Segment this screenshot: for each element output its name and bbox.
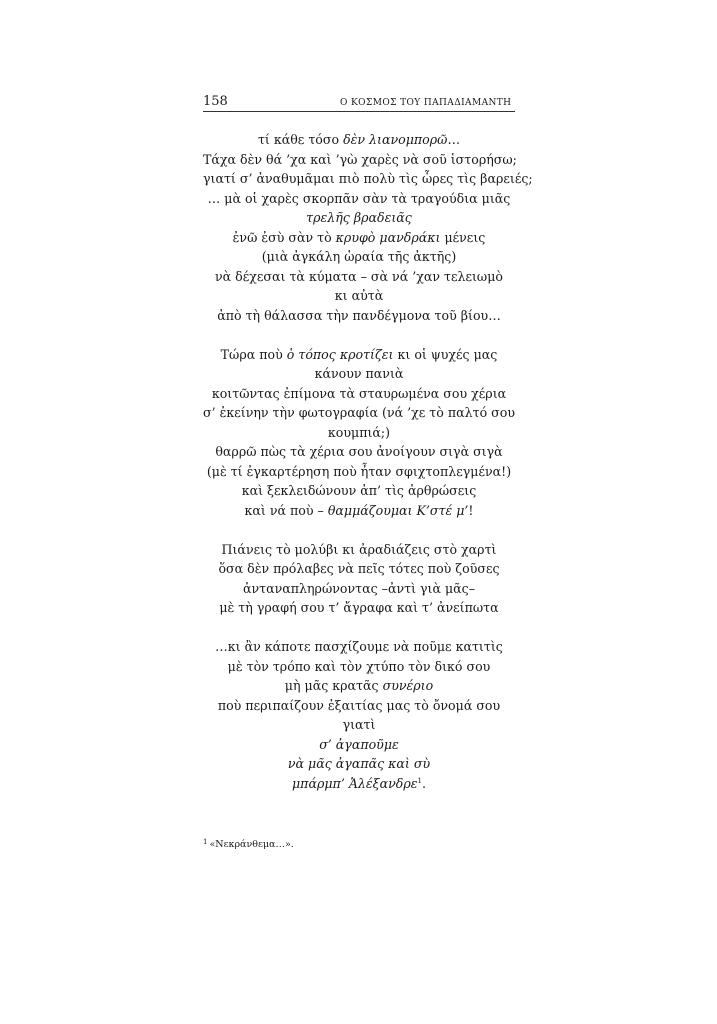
italic-run: μπάρμπ’ Ἀλέξανδρε [292,775,418,791]
stanza-1 [203,130,533,325]
poem-body [203,130,533,793]
text-run: μὴ μᾶς κρατᾶς [284,678,383,693]
footnote-text: «Νεκράνθεμα…». [209,839,294,850]
poem-line: μὲ τὸν τρόπο καὶ τὸν χτύπο τὸν δικό σου [227,658,491,674]
text-run: κι οἱ ψυχές μας [393,346,498,362]
poem-line: …κι ἂν κάποτε πασχίζουμε νὰ ποῦμε κατιτὶς [215,639,503,654]
poem-line: κάνουν πανιὰ [314,366,404,381]
poem-line: (μιὰ ἀγκάλη ὡραία τῆς ἀκτῆς) [261,249,457,264]
poem-line: Τάχα δὲν θά ’χα καὶ ’γὼ χαρὲς νὰ σοῦ ἱστορήσω; [203,151,517,167]
poem-line [203,501,515,521]
text-run: ἐνῶ ἐσὺ σὰν τὸ [232,229,336,245]
text-run: καὶ νά ποὺ – [244,502,328,518]
poem-line: ὅσα δὲν πρόλαβες νὰ πεῖς τότες ποὺ ζοῦσες [218,561,500,576]
poem-line: (μὲ τί ἐγκαρτέρηση ποὺ ἦταν σφιχτοπλεγμένα!) [206,463,512,479]
poem-line: κι αὐτὰ [334,288,384,303]
footnote-reference: 1 [417,776,422,785]
poem-line: ποὺ περιπαίζουν ἐξαιτίας μας τὸ ὄνομά σου [217,697,501,713]
poem-line: κουμπιά;) [327,424,391,440]
italic-run: ὁ τόπος κροτίζει [286,346,394,362]
poem-line: νὰ δέχεσαι τὰ κύματα – σὰ νά ’χαν τελειωμὸ [215,268,503,284]
poem-line: ἀνταναπληρώνοντας –ἀντὶ γιὰ μᾶς– [242,580,476,596]
poem-line: σ’ ἀγαποῦμε [319,736,399,752]
italic-run: κρυφὸ μανδράκι [335,229,441,245]
italic-run: θαμμάζουμαι Κ’στέ μ’ [327,502,469,518]
poem-line: γιατί σ’ ἀναθυμᾶμαι πιὸ πολὺ τὶς ὧρες τὶς βαρειές; [203,171,533,186]
poem-line: νὰ μᾶς ἀγαπᾶς καὶ σὺ [287,756,431,771]
stanza-4 [203,637,515,793]
stanza-3 [203,540,515,618]
poem-line: σ’ ἐκείνην τὴν φωτογραφία (νά ’χε τὸ παλτό σου [203,405,516,420]
text-run: μένεις [440,229,486,245]
text-run: τί κάθε τόσο [257,132,344,147]
italic-run: συνέριο [382,678,434,693]
poem-line: γιατὶ [342,717,376,732]
poem-line: καὶ ξεκλειδώνουν ἀπ’ τὶς ἀρθρώσεις [241,483,477,498]
stanza-2 [203,345,515,521]
poem-line [203,676,515,696]
running-header [203,95,515,112]
italic-run: δὲν λιανομπορῶ [343,132,448,147]
poem-line: μὲ τὴ γραφή σου τ’ ἄγραφα καὶ τ’ ἀνείπωτα [219,600,499,615]
poem-line: θαρρῶ πὼς τὰ χέρια σου ἀνοίγουν σιγὰ σιγὰ [215,444,503,459]
text-run: … [447,132,461,147]
running-head-title: Ο ΚΟΣΜΟΣ ΤΟΥ ΠΑΠΑΔΙΑΜΑΝΤΗ [340,98,512,108]
poem-line: … μὰ οἱ χαρὲς σκορπᾶν σὰν τὰ τραγούδια μιᾶς [207,190,511,206]
poem-line [203,774,515,794]
text-run: ! [468,502,474,518]
footnote [203,836,294,851]
page-number: 158 [203,94,228,109]
poem-line: ἀπὸ τὴ θάλασσα τὴν πανδέγμονα τοῦ βίου… [217,307,501,323]
text-run: . [421,775,426,791]
poem-line: τρελῆς βραδειᾶς [306,210,412,225]
poem-line: Πιάνεις τὸ μολύβι κι ἀραδιάζεις στὸ χαρτὶ [221,541,497,557]
poem-line [203,345,515,365]
poem-line [203,228,515,248]
footnote-mark: 1 [203,838,208,846]
text-run: Τώρα ποὺ [220,346,287,362]
poem-line: κοιτῶντας ἐπίμονα τὰ σταυρωμένα σου χέρια [211,385,507,401]
poem-line [203,130,515,150]
